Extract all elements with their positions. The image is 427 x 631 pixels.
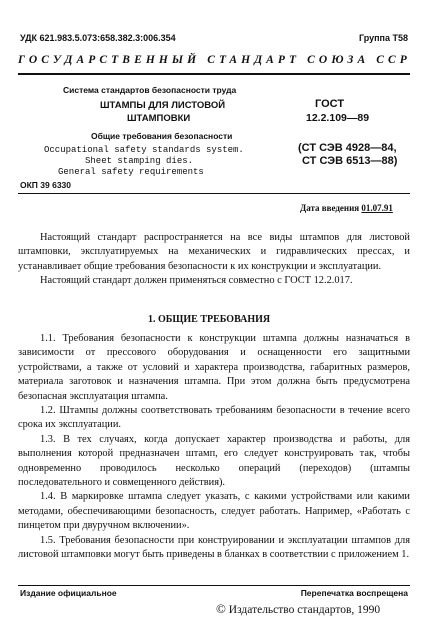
english-title-2: Sheet stamping dies. — [85, 156, 194, 166]
copyright-text: Издательство стандартов, 1990 — [228, 604, 381, 616]
title-block-rule — [18, 193, 410, 194]
state-standard-banner: ГОСУДАРСТВЕННЫЙ СТАНДАРТ СОЮЗА ССР — [18, 54, 411, 66]
gost-label: ГОСТ — [315, 98, 345, 110]
english-title-3: General safety requirements — [58, 167, 204, 177]
subtitle: Общие требования безопасности — [91, 131, 233, 141]
intro-text — [18, 231, 410, 289]
item-1-4: 1.4. В маркировке штампа следует указать, с какими устройствами или какими методами, обеспечивающими безопасность, следует работать. Например, «Работать с пинцетом при двуручном включении». — [18, 491, 410, 532]
effective-date — [300, 203, 393, 213]
cmea-ref-2: СТ СЭВ 6513—88) — [302, 155, 398, 167]
gost-number: 12.2.109—89 — [306, 112, 370, 124]
effective-date-value: 01.07.91 — [361, 203, 393, 213]
okp-code: ОКП 39 6330 — [20, 180, 71, 190]
footer-rule — [18, 585, 410, 586]
item-1-3: 1.3. В тех случаях, когда допускает характер производства и работы, для выполнения которой предназначен штамп, его следует конструировать так, чтобы одновременно проводилось несколько операций (переходов) (штампы последовательного и совмещенного действия). — [18, 433, 410, 489]
effective-date-label: Дата введения — [300, 203, 360, 213]
standards-system: Система стандартов безопасности труда — [63, 85, 237, 95]
banner-rule — [18, 73, 410, 75]
title-line-2: ШТАМПОВКИ — [127, 113, 191, 124]
official-edition: Издание официальное — [20, 588, 117, 598]
copyright-symbol: © — [216, 601, 226, 616]
intro-paragraph-2: Настоящий стандарт должен применяться совместно с ГОСТ 12.2.017. — [40, 275, 353, 287]
copyright-line — [216, 601, 380, 617]
english-title-1: Occupational safety standards system. — [44, 145, 244, 155]
item-1-2: 1.2. Штампы должны соответствовать требованиям безопасности в течение всего срока их эксплуатации. — [18, 405, 410, 431]
item-1-1: 1.1. Требования безопасности к конструкции штампа должны назначаться в зависимости от прессового оборудования и оснащенности его защитными устройствами, а также от условий и характера производства, габаритных размеров, материала заготовок и назначения штампа. При этом должна быть предусмотрена безопасная эксплуатация штампа. — [18, 333, 410, 402]
cmea-ref-1: (СТ СЭВ 4928—84, — [298, 142, 397, 154]
title-line-1: ШТАМПЫ ДЛЯ ЛИСТОВОЙ — [100, 100, 226, 111]
section-heading: 1. ОБЩИЕ ТРЕБОВАНИЯ — [148, 314, 271, 325]
group-code: Группа Т58 — [358, 33, 408, 43]
item-1-5: 1.5. Требования безопасности при конструировании и эксплуатации штампов для листовой штамповки могут быть приведены в бланках в соответствии с приложением 1. — [18, 534, 410, 561]
udk-code: УДК 621.983.5.073:658.382.3:006.354 — [20, 33, 176, 43]
reprint-prohibited: Перепечатка воспрещена — [300, 588, 408, 598]
intro-paragraph-1: Настоящий стандарт распространяется на все виды штампов для листовой штамповки, эксплуатируемых на механических и гидравлических прессах, и устанавливает общие требования безопасности к их конструкции и эксплуатации. — [18, 232, 410, 272]
section-1-body — [18, 332, 410, 563]
